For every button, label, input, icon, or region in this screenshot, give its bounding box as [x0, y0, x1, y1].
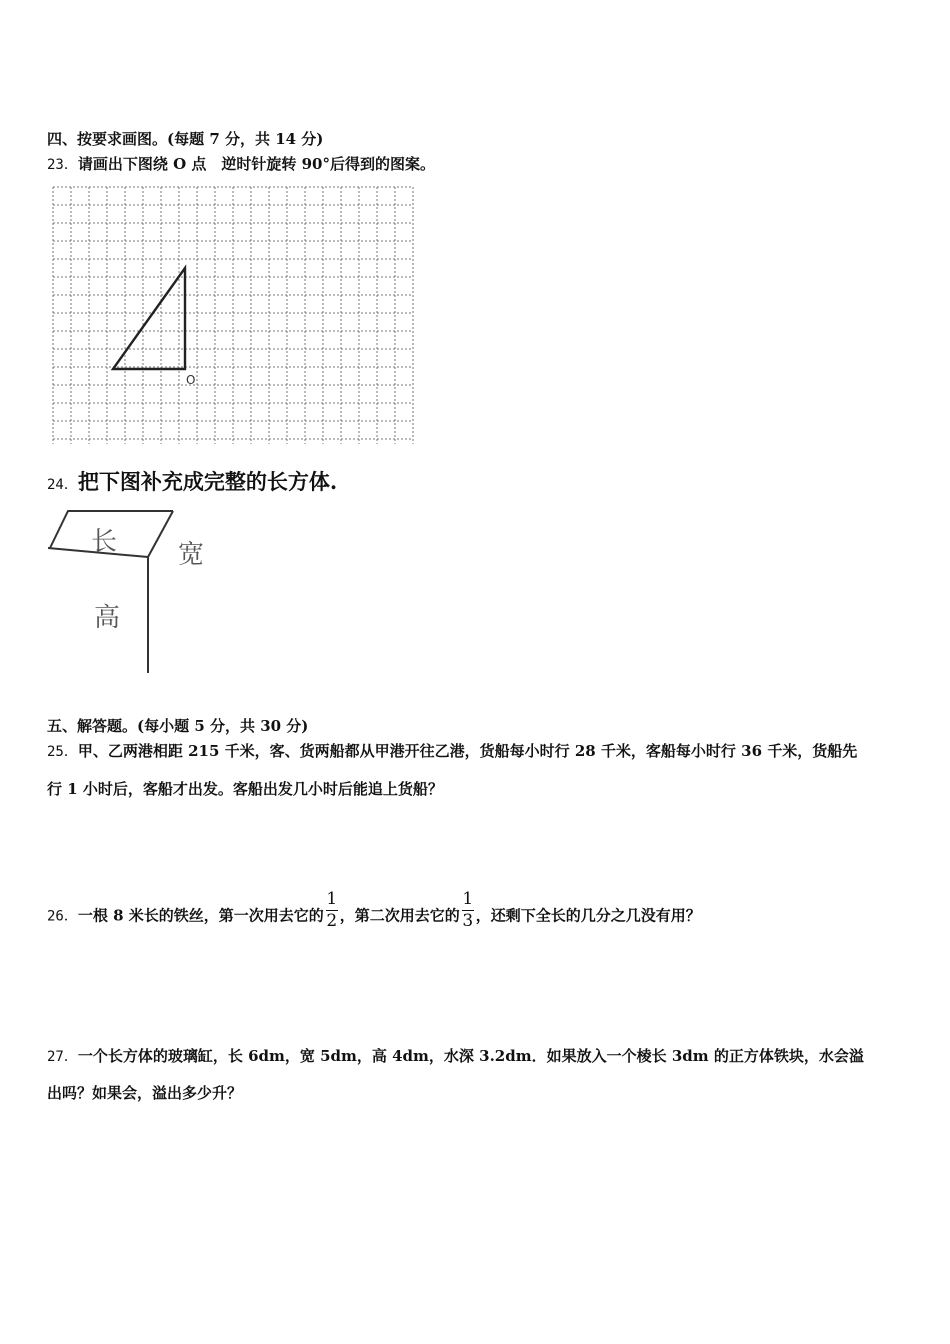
- right-triangle: [113, 268, 185, 369]
- question-27-number: 27．: [47, 1049, 78, 1065]
- question-25-line-1: [47, 740, 857, 761]
- question-25-text-1: 甲、乙两港相距 215 千米，客、货两船都从甲港开往乙港，货船每小时行 28 千米，客船每小时行 36 千米，货船先: [77, 742, 858, 760]
- fraction-2-numerator: 1: [462, 889, 474, 909]
- question-23-text: 请画出下图绕 O 点 逆时针旋转 90°后得到的图案。: [77, 155, 435, 173]
- question-24-text: 把下图补充成完整的长方体.: [77, 469, 338, 494]
- question-26-part-2: ，第二次用去它的: [339, 906, 460, 925]
- fraction-one-third: [462, 890, 474, 931]
- fraction-1-numerator: 1: [326, 889, 338, 909]
- fraction-1-denominator: 2: [326, 911, 338, 931]
- question-27-line-1: [47, 1045, 864, 1066]
- question-25-number: 25．: [47, 744, 78, 760]
- question-24: [47, 466, 337, 496]
- rotation-grid: [52, 186, 414, 446]
- label-height: 高: [94, 603, 121, 633]
- cuboid-figure: [40, 505, 280, 680]
- question-26: [47, 889, 701, 937]
- label-width: 宽: [178, 540, 205, 570]
- fraction-2-denominator: 3: [462, 911, 474, 931]
- question-26-number: 26．: [47, 908, 78, 925]
- question-26-part-3: ，还剩下全长的几分之几没有用？: [475, 906, 701, 925]
- cuboid-top-right-edge: [148, 511, 173, 557]
- question-27-line-2: 出吗？如果会，溢出多少升？: [47, 1084, 243, 1102]
- point-o-label: O: [186, 373, 196, 387]
- label-length: 长: [91, 527, 118, 557]
- section-4-title: 四、按要求画图。(每题 7 分，共 14 分): [47, 130, 324, 148]
- question-27-text-1: 一个长方体的玻璃缸，长 6dm，宽 5dm，高 4dm，水深 3.2dm．如果放入一个棱长 3dm 的正方体铁块，水会溢: [77, 1047, 864, 1065]
- question-24-number: 24．: [47, 477, 78, 493]
- question-26-part-1: 一根 8 米长的铁丝，第一次用去它的: [77, 906, 324, 925]
- fraction-one-half: [326, 890, 338, 931]
- section-5-title: 五、解答题。(每小题 5 分，共 30 分): [47, 717, 309, 735]
- grid-lines: [53, 187, 413, 444]
- question-23: [47, 153, 435, 174]
- question-23-number: 23．: [47, 157, 78, 173]
- question-25-line-2: 行 1 小时后，客船才出发。客船出发几小时后能追上货船？: [47, 780, 443, 798]
